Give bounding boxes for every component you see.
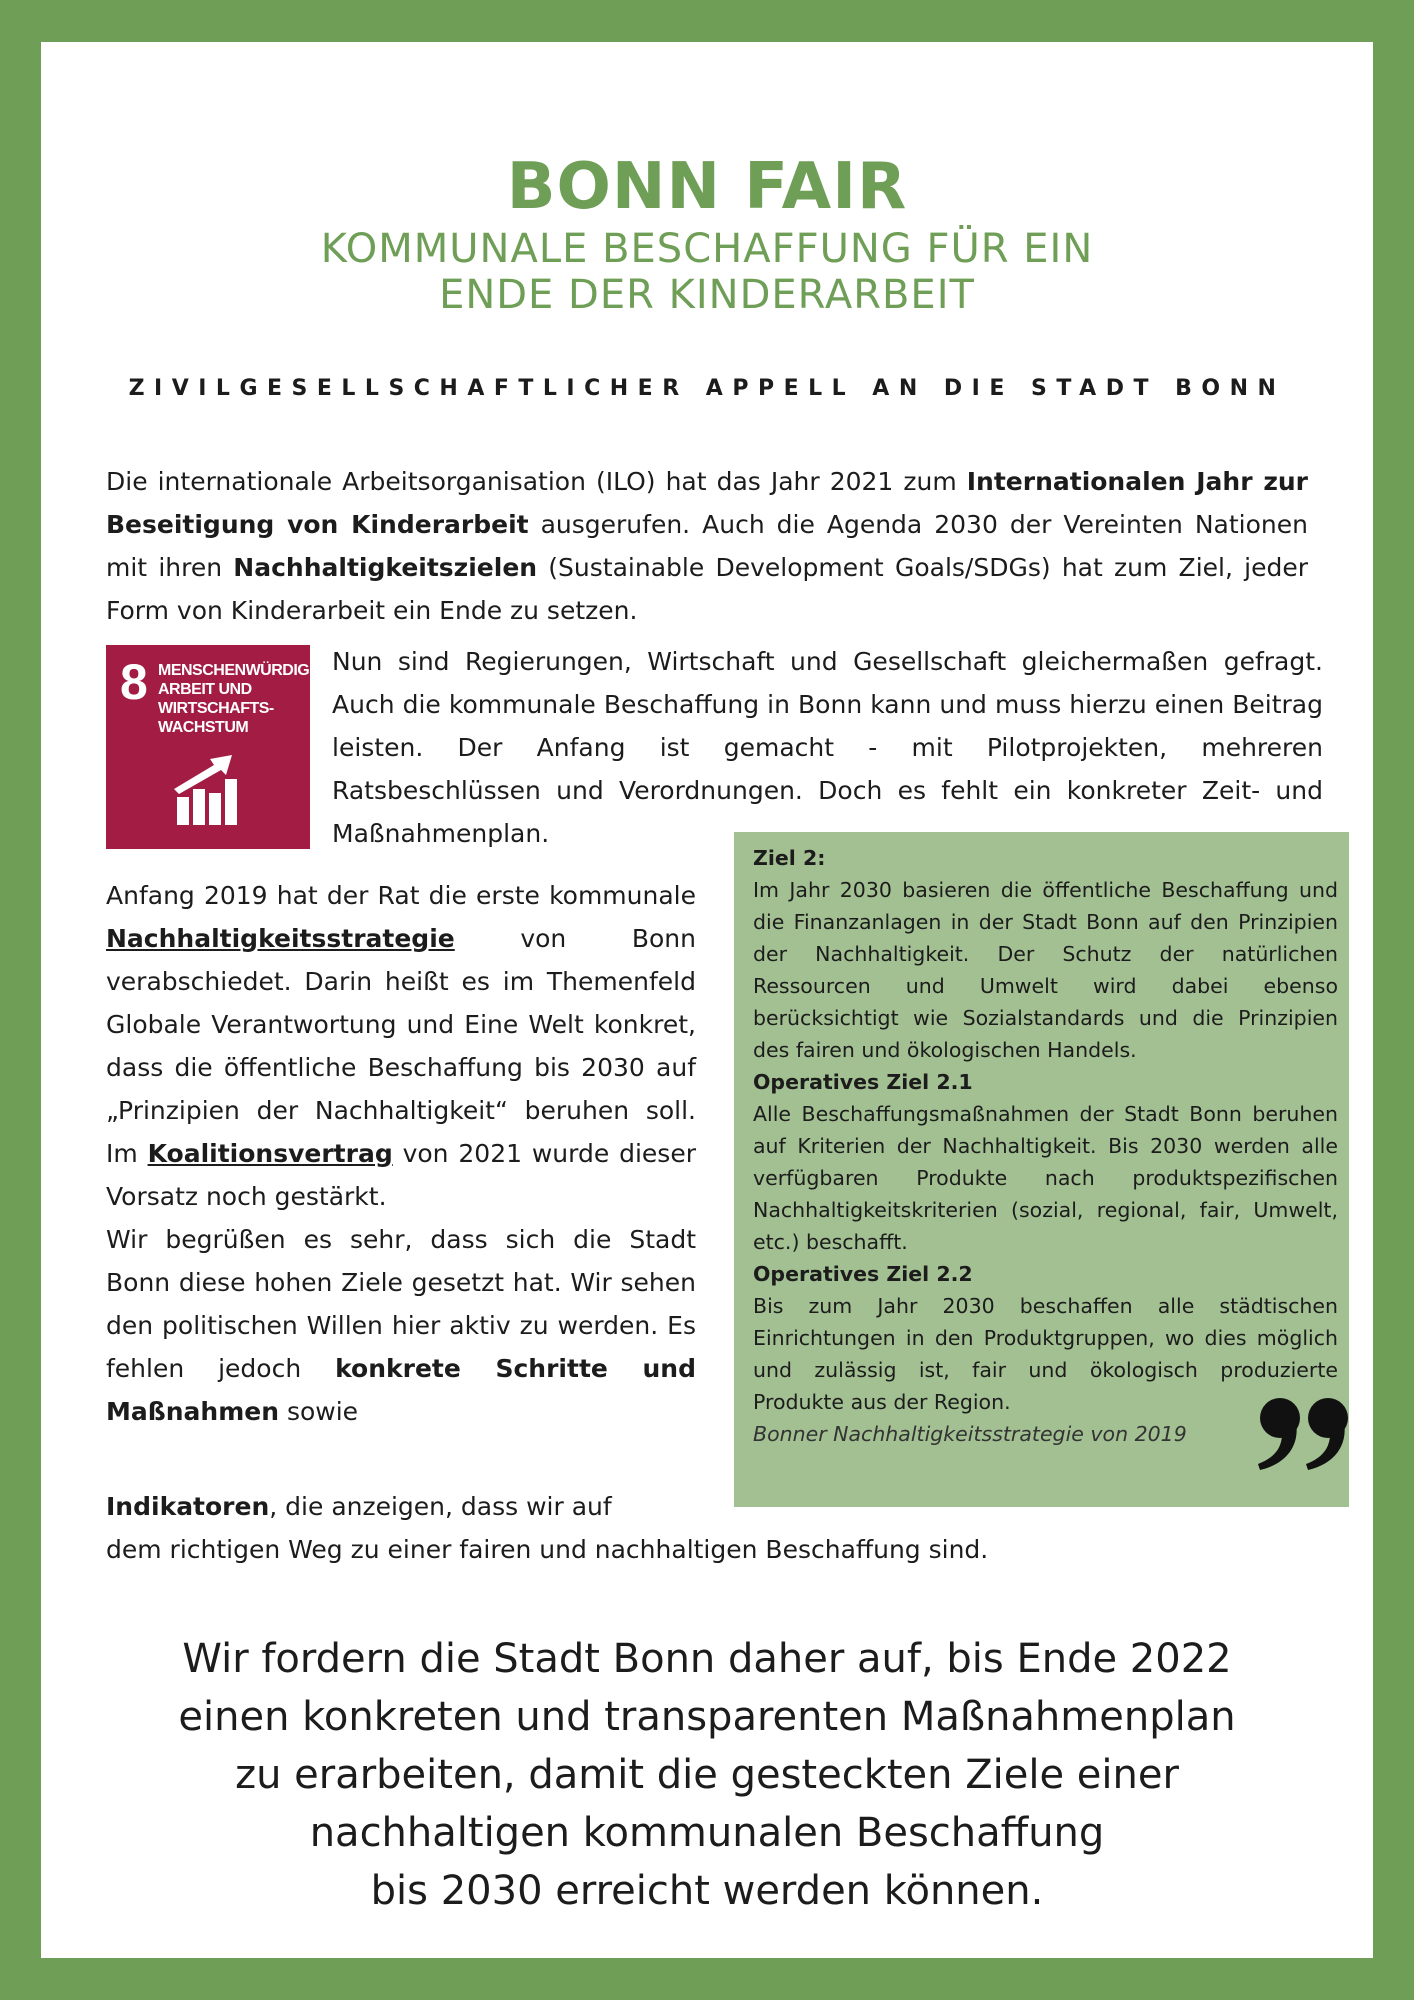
closing-emphasis: Indikatoren xyxy=(106,1492,270,1521)
sdg-label-line: ARBEIT UND xyxy=(158,681,252,698)
demand-line: zu erarbeiten, damit die gesteckten Ziele einer xyxy=(235,1752,1179,1798)
intro-text: ausgerufen. Auch die Agenda 2030 der Vereinten Nationen mit ihren xyxy=(106,510,1308,582)
quote-source: Bonner Nachhaltigkeitsstrategie von 2019 xyxy=(753,1422,1187,1446)
page-subtitle xyxy=(41,226,1373,318)
intro-emphasis: Internationalen Jahr zur Beseitigung von Kinderarbeit xyxy=(106,467,1308,539)
intro-text: (Sustainable Development Goals/SDGs) hat zum Ziel, jeder Form von Kinderarbeit ein Ende zu setzen. xyxy=(106,553,1308,625)
sdg-paragraph: Nun sind Regierungen, Wirtschaft und Gesellschaft gleichermaßen gefragt. Auch die kommunale Beschaffung in Bonn kann und muss hierzu einen Beitrag leisten. Der Anfang ist gemacht - mit Pilotprojekten, mehreren Ratsbeschlüssen und Verordnungen. Doch es fehlt ein konkreter Zeit- und Maßnahmenplan. xyxy=(332,647,1323,848)
subtitle-line: ENDE DER KINDERARBEIT xyxy=(439,272,975,318)
strategy-column xyxy=(106,874,696,1433)
closing-line: dem richtigen Weg zu einer fairen und nachhaltigen Beschaffung sind. xyxy=(106,1535,989,1564)
quote-heading: Operatives Ziel 2.1 xyxy=(753,1070,973,1094)
welcome-emphasis: konkrete Schritte und Maßnahmen xyxy=(106,1354,696,1426)
demand-line: einen konkreten und transparenten Maßnahmenplan xyxy=(178,1694,1236,1740)
closing-text: , die anzeigen, dass wir auf xyxy=(269,1492,612,1521)
page-title: BONN FAIR xyxy=(506,150,908,224)
intro-paragraph xyxy=(106,460,1308,632)
strategy-paragraph xyxy=(106,874,696,1218)
quote-heading: Ziel 2: xyxy=(753,846,826,870)
sdg-label-line: MENSCHENWÜRDIGE xyxy=(158,662,320,679)
strategy-link[interactable]: Nachhaltigkeitsstrategie xyxy=(106,924,455,953)
demand-line: Wir fordern die Stadt Bonn daher auf, bis Ende 2022 xyxy=(182,1636,1232,1682)
closing-quote-icon xyxy=(1256,1392,1356,1474)
intro-text: Die internationale Arbeitsorganisation (ILO) hat das Jahr 2021 zum xyxy=(106,467,967,496)
sdg-number: 8 xyxy=(120,654,148,710)
sdg-label-line: WACHSTUM xyxy=(158,719,249,736)
coalition-link[interactable]: Koalitionsvertrag xyxy=(147,1139,393,1168)
subtitle-line: KOMMUNALE BESCHAFFUNG FÜR EIN xyxy=(320,226,1094,272)
demand-line: bis 2030 erreicht werden können. xyxy=(370,1868,1044,1914)
sdg8-logo xyxy=(106,645,320,849)
welcome-paragraph xyxy=(106,1218,696,1433)
sdg-label xyxy=(158,661,320,737)
quote-heading: Operatives Ziel 2.2 xyxy=(753,1262,973,1286)
strategy-text: Anfang 2019 hat der Rat die erste kommunale xyxy=(106,881,696,910)
welcome-text: Wir begrüßen es sehr, dass sich die Stadt Bonn diese hohen Ziele gesetzt hat. Wir sehen den politischen Willen hier aktiv zu werden. Es fehlen jedoch xyxy=(106,1225,696,1383)
appeal-heading: ZIVILGESELLSCHAFTLICHER APPELL AN DIE STADT BONN xyxy=(128,376,1286,401)
quote-text: Alle Beschaffungsmaßnahmen der Stadt Bonn beruhen auf Kriterien der Nachhaltigkeit. Bis 2030 werden alle verfügbaren Produkte nach produktspezifischen Nachhaltigkeitskriterien (sozial, regional, fair, Umwelt, etc.) beschafft. xyxy=(753,1102,1338,1254)
document-page xyxy=(41,42,1373,1958)
quote-text: Im Jahr 2030 basieren die öffentliche Beschaffung und die Finanzanlagen in der Stadt Bonn auf den Prinzipien der Nachhaltigkeit. Der Schutz der natürlichen Ressourcen und Umwelt wird dabei ebenso berücksichtigt wie Sozialstandards und die Prinzipien des fairen und ökologischen Handels. xyxy=(753,878,1338,1062)
quote-content xyxy=(753,842,1338,1450)
growth-chart-icon xyxy=(174,753,244,827)
intro-emphasis: Nachhaltigkeitszielen xyxy=(233,553,538,582)
quote-text: Bis zum Jahr 2030 beschaffen alle städtischen Einrichtungen in den Produktgruppen, wo dies möglich und zulässig ist, fair und ökologisch produzierte Produkte aus der Region. xyxy=(753,1294,1338,1414)
demand-line: nachhaltigen kommunalen Beschaffung xyxy=(309,1810,1105,1856)
strategy-text: von 2021 wurde dieser Vorsatz noch gestärkt. xyxy=(106,1139,696,1211)
welcome-text: sowie xyxy=(279,1397,359,1426)
demand-statement xyxy=(41,1630,1373,1920)
sdg-label-line: WIRTSCHAFTS- xyxy=(158,700,274,717)
strategy-text: von Bonn verabschiedet. Darin heißt es im Themenfeld Globale Verantwortung und Eine Welt konkret, dass die öffentliche Beschaffung bis 2030 auf „Prinzipien der Nachhaltigkeit“ beruhen soll. Im xyxy=(106,924,696,1168)
